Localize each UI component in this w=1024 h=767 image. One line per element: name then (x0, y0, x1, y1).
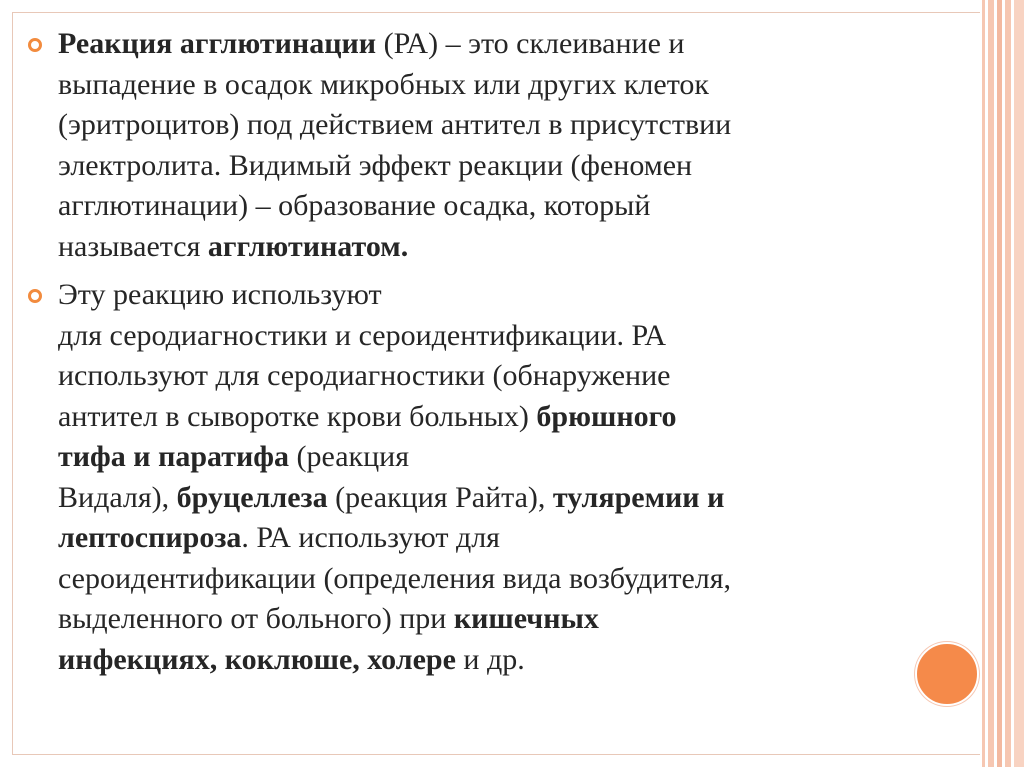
bullet-item-2 (28, 275, 908, 680)
text-line: электролита. Видимый эффект реакции (феномен (58, 148, 693, 182)
text-line: сероидентификации (определения вида возбудителя, (58, 561, 732, 595)
decorative-stripes (980, 0, 1024, 767)
text-line: (эритроцитов) под действием антител в присутствии (58, 108, 732, 141)
decorative-circle (915, 642, 979, 706)
frame-top-border (12, 12, 980, 13)
text-line: антител в сыворотке крови больных) брюшного (58, 399, 677, 433)
text-line: выделенного от больного) при кишечных (58, 602, 599, 635)
text-line: выпадение в осадок микробных или других клеток (58, 67, 709, 101)
text-line: Реакция агглютинации (РА) – это склеивание и (58, 27, 685, 60)
text-line: лептоспироза. РА используют для (58, 521, 500, 554)
frame-left-border (12, 12, 13, 754)
text-line: называется агглютинатом. (58, 229, 409, 263)
text-line: инфекциях, коклюше, холере и др. (58, 642, 525, 676)
text-line: Эту реакцию используют (58, 278, 382, 311)
text-line: для серодиагностики и сероидентификации. РА (58, 318, 667, 352)
bullet-circle-icon (28, 289, 42, 303)
text-line: тифа и паратифа (реакция (58, 440, 410, 473)
bullet-circle-icon (28, 38, 42, 52)
text-line: Видаля), бруцеллеза (реакция Райта), туляремии и (58, 480, 725, 514)
frame-bottom-border (12, 754, 980, 755)
bullet-item-1 (28, 24, 908, 267)
text-line: используют для серодиагностики (обнаружение (58, 359, 671, 392)
text-line: агглютинации) – образование осадка, который (58, 189, 651, 222)
slide-content (28, 24, 908, 680)
